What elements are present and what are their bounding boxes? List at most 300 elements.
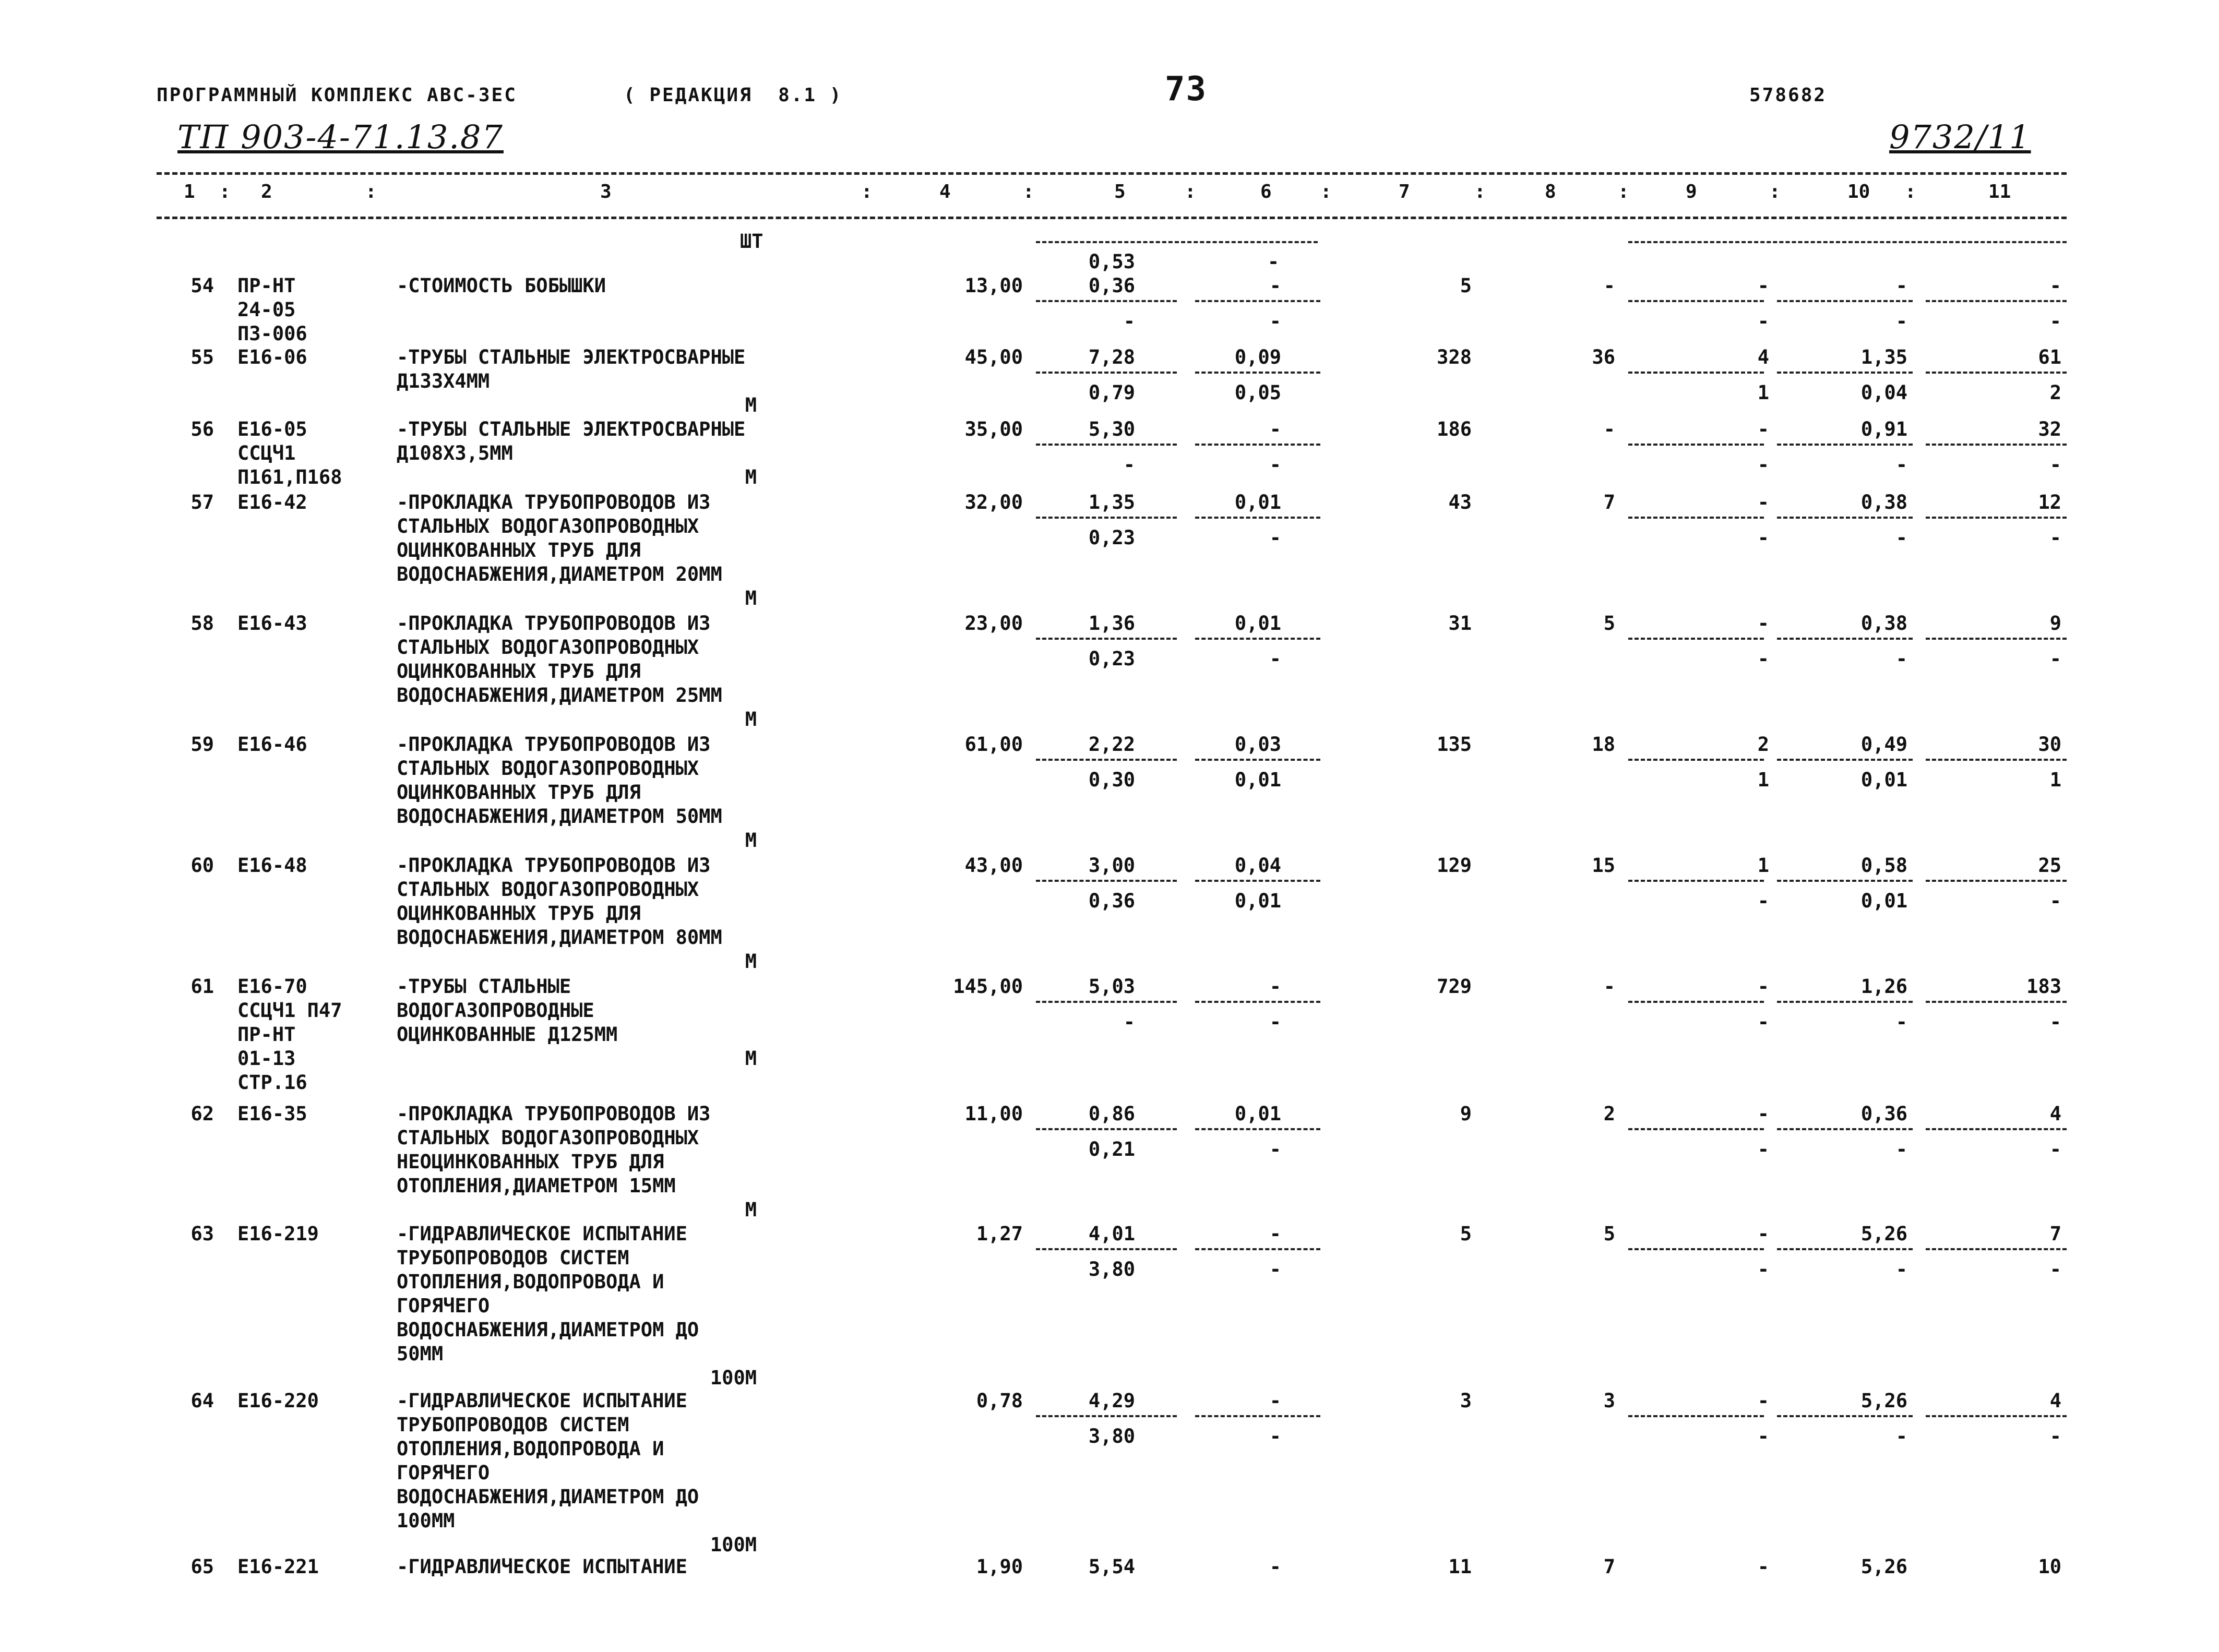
labor-norm: 0,36 <box>1860 1103 1907 1125</box>
total-wage: 3 <box>1603 1390 1615 1412</box>
labor-total-lower: - <box>2049 1258 2061 1280</box>
column-header-7: 7 <box>1399 181 1410 202</box>
divider <box>1926 638 2067 640</box>
column-header-9: 9 <box>1686 181 1697 202</box>
column-header-2: 2 <box>261 181 272 202</box>
labor-total-lower: - <box>2049 453 2061 476</box>
program-name: ПРОГРАММНЫЙ КОМПЛЕКС АВС-3ЕС <box>157 85 517 106</box>
divider <box>1036 1128 1177 1130</box>
divider <box>1036 372 1177 374</box>
total-cost: 11 <box>1448 1555 1472 1578</box>
divider <box>1628 1128 1764 1130</box>
norm-code: Е16-06 <box>237 346 307 368</box>
labor-total-lower: - <box>2049 1011 2061 1033</box>
machine-cost-lower: - <box>1757 1138 1769 1160</box>
total-cost: 5 <box>1460 1223 1472 1245</box>
labor-norm: 0,38 <box>1860 612 1907 635</box>
divider <box>1628 517 1764 519</box>
work-description: СТАЛЬНЫХ ВОДОГАЗОПРОВОДНЫХ <box>397 636 699 659</box>
unit-cost-lower: - <box>1123 310 1135 332</box>
work-description: ВОДОСНАБЖЕНИЯ,ДИАМЕТРОМ 20ММ <box>397 563 722 585</box>
divider <box>1777 444 1913 446</box>
header-top-rule <box>157 172 2067 175</box>
work-description: ТРУБОПРОВОДОВ СИСТЕМ <box>397 1247 629 1269</box>
column-header-11: 11 <box>1988 181 2011 202</box>
total-wage: 18 <box>1592 733 1615 756</box>
machine-cost: - <box>1757 975 1769 998</box>
quantity-cell: 11,00 <box>964 1103 1023 1125</box>
column-header-1: 1 <box>184 181 195 202</box>
divider <box>1036 300 1177 302</box>
work-description: Д108Х3,5ММ <box>397 442 513 464</box>
wage-cost-lower: - <box>1269 453 1281 476</box>
work-description: -ГИДРАВЛИЧЕСКОЕ ИСПЫТАНИЕ <box>397 1555 687 1578</box>
divider <box>1036 638 1177 640</box>
work-description: ОЦИНКОВАННЫЕ Д125ММ <box>397 1023 618 1046</box>
work-description: -ГИДРАВЛИЧЕСКОЕ ИСПЫТАНИЕ <box>397 1390 687 1412</box>
total-wage: 2 <box>1603 1103 1615 1125</box>
divider <box>1036 1248 1177 1250</box>
work-description: -ПРОКЛАДКА ТРУБОПРОВОДОВ ИЗ <box>397 733 711 756</box>
labor-total: - <box>2049 274 2061 297</box>
divider <box>1195 517 1320 519</box>
row-number: 57 <box>190 491 214 513</box>
column-header-4: 4 <box>939 181 951 202</box>
labor-total: 7 <box>2049 1223 2061 1245</box>
work-description: ВОДОСНАБЖЕНИЯ,ДИАМЕТРОМ 80ММ <box>397 926 722 949</box>
labor-norm-lower: - <box>1895 526 1907 549</box>
total-cost: 129 <box>1437 854 1472 877</box>
unit-cost-lower: 0,21 <box>1088 1138 1135 1160</box>
norm-code: Е16-42 <box>237 491 307 513</box>
column-header-8: 8 <box>1545 181 1556 202</box>
divider <box>1777 638 1913 640</box>
row-number: 59 <box>190 733 214 756</box>
labor-norm-lower: - <box>1895 648 1907 670</box>
work-description: СТАЛЬНЫХ ВОДОГАЗОПРОВОДНЫХ <box>397 1127 699 1149</box>
work-description: НЕОЦИНКОВАННЫХ ТРУБ ДЛЯ <box>397 1151 664 1173</box>
work-description: ОТОПЛЕНИЯ,ВОДОПРОВОДА И <box>397 1438 664 1460</box>
unit-cost-lower: 0,30 <box>1088 769 1135 791</box>
column-separator: : <box>1023 181 1034 202</box>
divider <box>1926 759 2067 761</box>
unit-cost: 5,30 <box>1088 418 1135 440</box>
divider <box>1777 517 1913 519</box>
work-description: ВОДОГАЗОПРОВОДНЫЕ <box>397 999 594 1022</box>
machine-cost-lower: - <box>1757 453 1769 476</box>
work-description: ОЦИНКОВАННЫХ ТРУБ ДЛЯ <box>397 660 641 683</box>
machine-cost-lower: - <box>1757 1011 1769 1033</box>
divider <box>1926 372 2067 374</box>
column-separator: : <box>1320 181 1332 202</box>
wage-cost-lower: - <box>1269 1258 1281 1280</box>
wage-cost-lower: - <box>1269 526 1281 549</box>
labor-total-lower: - <box>2049 526 2061 549</box>
labor-total: 32 <box>2038 418 2061 440</box>
quantity-cell: 35,00 <box>964 418 1023 440</box>
divider <box>1926 1415 2067 1417</box>
divider <box>1195 638 1320 640</box>
labor-norm: 5,26 <box>1860 1390 1907 1412</box>
wage-cost-lower: - <box>1269 310 1281 332</box>
divider <box>1195 372 1320 374</box>
wage-cost: 0,04 <box>1234 854 1281 877</box>
unit-cost-top: 0,53 <box>1088 250 1135 273</box>
wage-cost: - <box>1269 975 1281 998</box>
divider <box>1036 1001 1177 1003</box>
divider <box>1195 1128 1320 1130</box>
machine-cost-lower: 1 <box>1757 769 1769 791</box>
unit-cost: 1,36 <box>1088 612 1135 635</box>
divider <box>1777 372 1913 374</box>
work-description: -СТОИМОСТЬ БОБЫШКИ <box>397 274 606 297</box>
divider <box>1926 1001 2067 1003</box>
labor-total: 4 <box>2049 1103 2061 1125</box>
total-wage: - <box>1603 274 1615 297</box>
divider <box>1926 517 2067 519</box>
machine-cost: - <box>1757 1223 1769 1245</box>
wage-cost-lower: 0,05 <box>1234 381 1281 404</box>
labor-norm-lower: 0,01 <box>1860 890 1907 912</box>
machine-cost: - <box>1757 491 1769 513</box>
unit-cost: 2,22 <box>1088 733 1135 756</box>
row-number: 63 <box>190 1223 214 1245</box>
unit-of-measure: М <box>745 950 757 973</box>
norm-code: ССЦЧ1 П47 <box>237 999 342 1022</box>
row-number: 54 <box>190 274 214 297</box>
wage-cost-lower: 0,01 <box>1234 769 1281 791</box>
norm-code: Е16-05 <box>237 418 307 440</box>
total-cost: 729 <box>1437 975 1472 998</box>
unit-of-measure: М <box>745 466 757 488</box>
work-description: -ПРОКЛАДКА ТРУБОПРОВОДОВ ИЗ <box>397 854 711 877</box>
header-bottom-rule <box>157 217 2067 219</box>
labor-total-lower: 2 <box>2049 381 2061 404</box>
divider <box>1036 1415 1177 1417</box>
divider <box>1195 1001 1320 1003</box>
divider <box>1036 444 1177 446</box>
divider <box>1036 759 1177 761</box>
norm-code: ПР-НТ <box>237 274 296 297</box>
work-description: СТАЛЬНЫХ ВОДОГАЗОПРОВОДНЫХ <box>397 757 699 780</box>
labor-total-lower: - <box>2049 1138 2061 1160</box>
machine-cost: - <box>1757 418 1769 440</box>
total-wage: 36 <box>1592 346 1615 368</box>
divider <box>1926 1248 2067 1250</box>
labor-norm: 0,58 <box>1860 854 1907 877</box>
unit-cost: 3,00 <box>1088 854 1135 877</box>
unit-of-measure: М <box>745 708 757 731</box>
work-description: 50ММ <box>397 1343 444 1365</box>
total-wage: 5 <box>1603 612 1615 635</box>
total-wage: 7 <box>1603 491 1615 513</box>
work-description: ОЦИНКОВАННЫХ ТРУБ ДЛЯ <box>397 902 641 925</box>
row-number: 55 <box>190 346 214 368</box>
divider <box>1777 759 1913 761</box>
row-number: 56 <box>190 418 214 440</box>
machine-cost: - <box>1757 1390 1769 1412</box>
unit-cost-lower: 0,23 <box>1088 526 1135 549</box>
page-number: 73 <box>1165 70 1208 109</box>
quantity-cell: 45,00 <box>964 346 1023 368</box>
divider <box>1628 372 1764 374</box>
labor-norm: 1,35 <box>1860 346 1907 368</box>
column-header-6: 6 <box>1260 181 1272 202</box>
labor-norm-lower: - <box>1895 310 1907 332</box>
wage-cost: 0,01 <box>1234 1103 1281 1125</box>
quantity-cell: 23,00 <box>964 612 1023 635</box>
document-code: 578682 <box>1749 85 1827 106</box>
wage-cost: 0,09 <box>1234 346 1281 368</box>
work-description: -ПРОКЛАДКА ТРУБОПРОВОДОВ ИЗ <box>397 612 711 635</box>
work-description: ГОРЯЧЕГО <box>397 1462 490 1484</box>
wage-cost: 0,03 <box>1234 733 1281 756</box>
wage-cost: - <box>1269 418 1281 440</box>
total-cost: 43 <box>1448 491 1472 513</box>
total-cost: 328 <box>1437 346 1472 368</box>
column-separator: : <box>219 181 231 202</box>
wage-cost: - <box>1269 1390 1281 1412</box>
norm-code: Е16-219 <box>237 1223 319 1245</box>
work-description: СТАЛЬНЫХ ВОДОГАЗОПРОВОДНЫХ <box>397 878 699 901</box>
divider <box>1195 759 1320 761</box>
work-description: -ТРУБЫ СТАЛЬНЫЕ <box>397 975 571 998</box>
work-description: ОТОПЛЕНИЯ,ДИАМЕТРОМ 15ММ <box>397 1175 676 1197</box>
divider <box>1926 300 2067 302</box>
unit-cost-lower: - <box>1123 1011 1135 1033</box>
unit-cost-lower: 0,23 <box>1088 648 1135 670</box>
labor-total: 4 <box>2049 1390 2061 1412</box>
labor-total: 183 <box>2026 975 2061 998</box>
divider <box>1036 241 1318 243</box>
quantity-cell: 43,00 <box>964 854 1023 877</box>
norm-code: П161,П168 <box>237 466 342 488</box>
unit-cost-lower: 0,36 <box>1088 890 1135 912</box>
wage-cost-lower: - <box>1269 1425 1281 1447</box>
labor-total-lower: - <box>2049 310 2061 332</box>
unit-cost-lower: 3,80 <box>1088 1425 1135 1447</box>
labor-norm: 1,26 <box>1860 975 1907 998</box>
work-description: 100ММ <box>397 1510 455 1532</box>
column-header-5: 5 <box>1114 181 1126 202</box>
column-separator: : <box>1905 181 1916 202</box>
labor-total: 10 <box>2038 1555 2061 1578</box>
wage-cost-lower: - <box>1269 648 1281 670</box>
row-number: 62 <box>190 1103 214 1125</box>
labor-norm: 5,26 <box>1860 1555 1907 1578</box>
labor-norm: - <box>1895 274 1907 297</box>
norm-code: СТР.16 <box>237 1071 307 1094</box>
labor-norm-lower: - <box>1895 1258 1907 1280</box>
divider <box>1777 300 1913 302</box>
total-cost: 135 <box>1437 733 1472 756</box>
unit-cost: 0,36 <box>1088 274 1135 297</box>
unit-of-measure: 100М <box>710 1534 757 1556</box>
labor-total: 9 <box>2049 612 2061 635</box>
labor-norm-lower: - <box>1895 1138 1907 1160</box>
unit-cost: 5,54 <box>1088 1555 1135 1578</box>
norm-code: ПР-НТ <box>237 1023 296 1046</box>
divider <box>1195 880 1320 882</box>
row-number: 64 <box>190 1390 214 1412</box>
machine-cost-lower: - <box>1757 310 1769 332</box>
wage-cost: 0,01 <box>1234 491 1281 513</box>
unit-cost-lower: 3,80 <box>1088 1258 1135 1280</box>
column-separator: : <box>1474 181 1486 202</box>
labor-norm-lower: - <box>1895 1011 1907 1033</box>
divider <box>1628 300 1764 302</box>
divider <box>1628 759 1764 761</box>
divider <box>1926 444 2067 446</box>
work-description: -ТРУБЫ СТАЛЬНЫЕ ЭЛЕКТРОСВАРНЫЕ <box>397 418 746 440</box>
divider <box>1628 241 2067 243</box>
row-number: 58 <box>190 612 214 635</box>
column-separator: : <box>1185 181 1196 202</box>
norm-code: Е16-43 <box>237 612 307 635</box>
divider <box>1777 1415 1913 1417</box>
work-description: ВОДОСНАБЖЕНИЯ,ДИАМЕТРОМ 50ММ <box>397 805 722 828</box>
machine-cost-lower: - <box>1757 890 1769 912</box>
labor-norm-lower: - <box>1895 453 1907 476</box>
quantity-cell: 145,00 <box>953 975 1023 998</box>
divider <box>1628 1001 1764 1003</box>
labor-norm: 0,49 <box>1860 733 1907 756</box>
norm-code: Е16-221 <box>237 1555 319 1578</box>
unit-cost: 4,29 <box>1088 1390 1135 1412</box>
machine-cost: - <box>1757 1103 1769 1125</box>
machine-cost: 4 <box>1757 346 1769 368</box>
labor-norm-lower: 0,01 <box>1860 769 1907 791</box>
wage-cost: - <box>1269 274 1281 297</box>
work-description: ОЦИНКОВАННЫХ ТРУБ ДЛЯ <box>397 781 641 804</box>
work-description: ВОДОСНАБЖЕНИЯ,ДИАМЕТРОМ ДО <box>397 1319 699 1341</box>
divider <box>1195 1415 1320 1417</box>
column-header-3: 3 <box>600 181 612 202</box>
machine-cost-lower: 1 <box>1757 381 1769 404</box>
unit-of-measure: 100М <box>710 1367 757 1389</box>
machine-cost: 1 <box>1757 854 1769 877</box>
column-separator: : <box>365 181 377 202</box>
wage-cost-lower: 0,01 <box>1234 890 1281 912</box>
unit-cost: 1,35 <box>1088 491 1135 513</box>
wage-cost: 0,01 <box>1234 612 1281 635</box>
labor-total-lower: - <box>2049 890 2061 912</box>
labor-total-lower: - <box>2049 1425 2061 1447</box>
norm-code: ССЦЧ1 <box>237 442 296 464</box>
machine-cost-lower: - <box>1757 1258 1769 1280</box>
unit-of-measure: М <box>745 394 757 416</box>
labor-total: 30 <box>2038 733 2061 756</box>
norm-code: Е16-48 <box>237 854 307 877</box>
divider <box>1628 1248 1764 1250</box>
labor-total: 25 <box>2038 854 2061 877</box>
row-number: 61 <box>190 975 214 998</box>
work-description: -ПРОКЛАДКА ТРУБОПРОВОДОВ ИЗ <box>397 491 711 513</box>
total-wage: - <box>1603 975 1615 998</box>
labor-total: 12 <box>2038 491 2061 513</box>
unit-cost-lower: 0,79 <box>1088 381 1135 404</box>
machine-cost-lower: - <box>1757 648 1769 670</box>
work-description: -ТРУБЫ СТАЛЬНЫЕ ЭЛЕКТРОСВАРНЫЕ <box>397 346 746 368</box>
divider <box>1777 1128 1913 1130</box>
total-wage: 7 <box>1603 1555 1615 1578</box>
sheet-number-stamp: 9732/11 <box>1889 118 2031 156</box>
quantity-cell: 1,27 <box>976 1223 1023 1245</box>
quantity-cell: 1,90 <box>976 1555 1023 1578</box>
norm-code: Е16-220 <box>237 1390 319 1412</box>
work-description: ВОДОСНАБЖЕНИЯ,ДИАМЕТРОМ ДО <box>397 1486 699 1508</box>
total-wage: 5 <box>1603 1223 1615 1245</box>
divider <box>1195 300 1320 302</box>
total-cost: 31 <box>1448 612 1472 635</box>
total-cost: 5 <box>1460 274 1472 297</box>
divider <box>1628 444 1764 446</box>
divider <box>1926 880 2067 882</box>
labor-norm-lower: 0,04 <box>1860 381 1907 404</box>
row-number: 65 <box>190 1555 214 1578</box>
quantity-cell: 61,00 <box>964 733 1023 756</box>
total-cost: 186 <box>1437 418 1472 440</box>
machine-cost: - <box>1757 612 1769 635</box>
labor-norm: 0,38 <box>1860 491 1907 513</box>
divider <box>1628 880 1764 882</box>
unit-cost: 5,03 <box>1088 975 1135 998</box>
labor-norm-lower: - <box>1895 1425 1907 1447</box>
work-description: ГОРЯЧЕГО <box>397 1295 490 1317</box>
wage-cost-lower: - <box>1269 1138 1281 1160</box>
row-number: 60 <box>190 854 214 877</box>
labor-total-lower: 1 <box>2049 769 2061 791</box>
norm-code: П3-006 <box>237 322 307 345</box>
total-cost: 3 <box>1460 1390 1472 1412</box>
norm-code: Е16-70 <box>237 975 307 998</box>
unit-cost-lower: - <box>1123 453 1135 476</box>
unit-cost: 0,86 <box>1088 1103 1135 1125</box>
wage-cost: - <box>1269 1223 1281 1245</box>
total-wage: - <box>1603 418 1615 440</box>
machine-cost-lower: - <box>1757 526 1769 549</box>
labor-norm: 0,91 <box>1860 418 1907 440</box>
work-description: Д133Х4ММ <box>397 370 490 392</box>
unit-cost: 7,28 <box>1088 346 1135 368</box>
divider <box>1195 1248 1320 1250</box>
unit-of-measure: М <box>745 1047 757 1070</box>
divider <box>1036 517 1177 519</box>
machine-cost: 2 <box>1757 733 1769 756</box>
column-header-10: 10 <box>1847 181 1870 202</box>
norm-code: Е16-35 <box>237 1103 307 1125</box>
quantity-cell: 0,78 <box>976 1390 1023 1412</box>
quantity-cell: 13,00 <box>964 274 1023 297</box>
unit-of-measure: М <box>745 587 757 609</box>
divider <box>1777 880 1913 882</box>
norm-code: 24-05 <box>237 298 296 321</box>
wage-cost-lower: - <box>1269 1011 1281 1033</box>
labor-total-lower: - <box>2049 648 2061 670</box>
quantity-cell: 32,00 <box>964 491 1023 513</box>
divider <box>1195 444 1320 446</box>
divider <box>1628 1415 1764 1417</box>
work-description: ОЦИНКОВАННЫХ ТРУБ ДЛЯ <box>397 539 641 561</box>
divider <box>1926 1128 2067 1130</box>
labor-norm: 5,26 <box>1860 1223 1907 1245</box>
work-description: ОТОПЛЕНИЯ,ВОДОПРОВОДА И <box>397 1271 664 1293</box>
unit-cost: 4,01 <box>1088 1223 1135 1245</box>
project-number-stamp: ТП 903-4-71.13.87 <box>177 118 504 156</box>
total-wage: 15 <box>1592 854 1615 877</box>
divider <box>1777 1001 1913 1003</box>
unit-of-measure: М <box>745 829 757 852</box>
